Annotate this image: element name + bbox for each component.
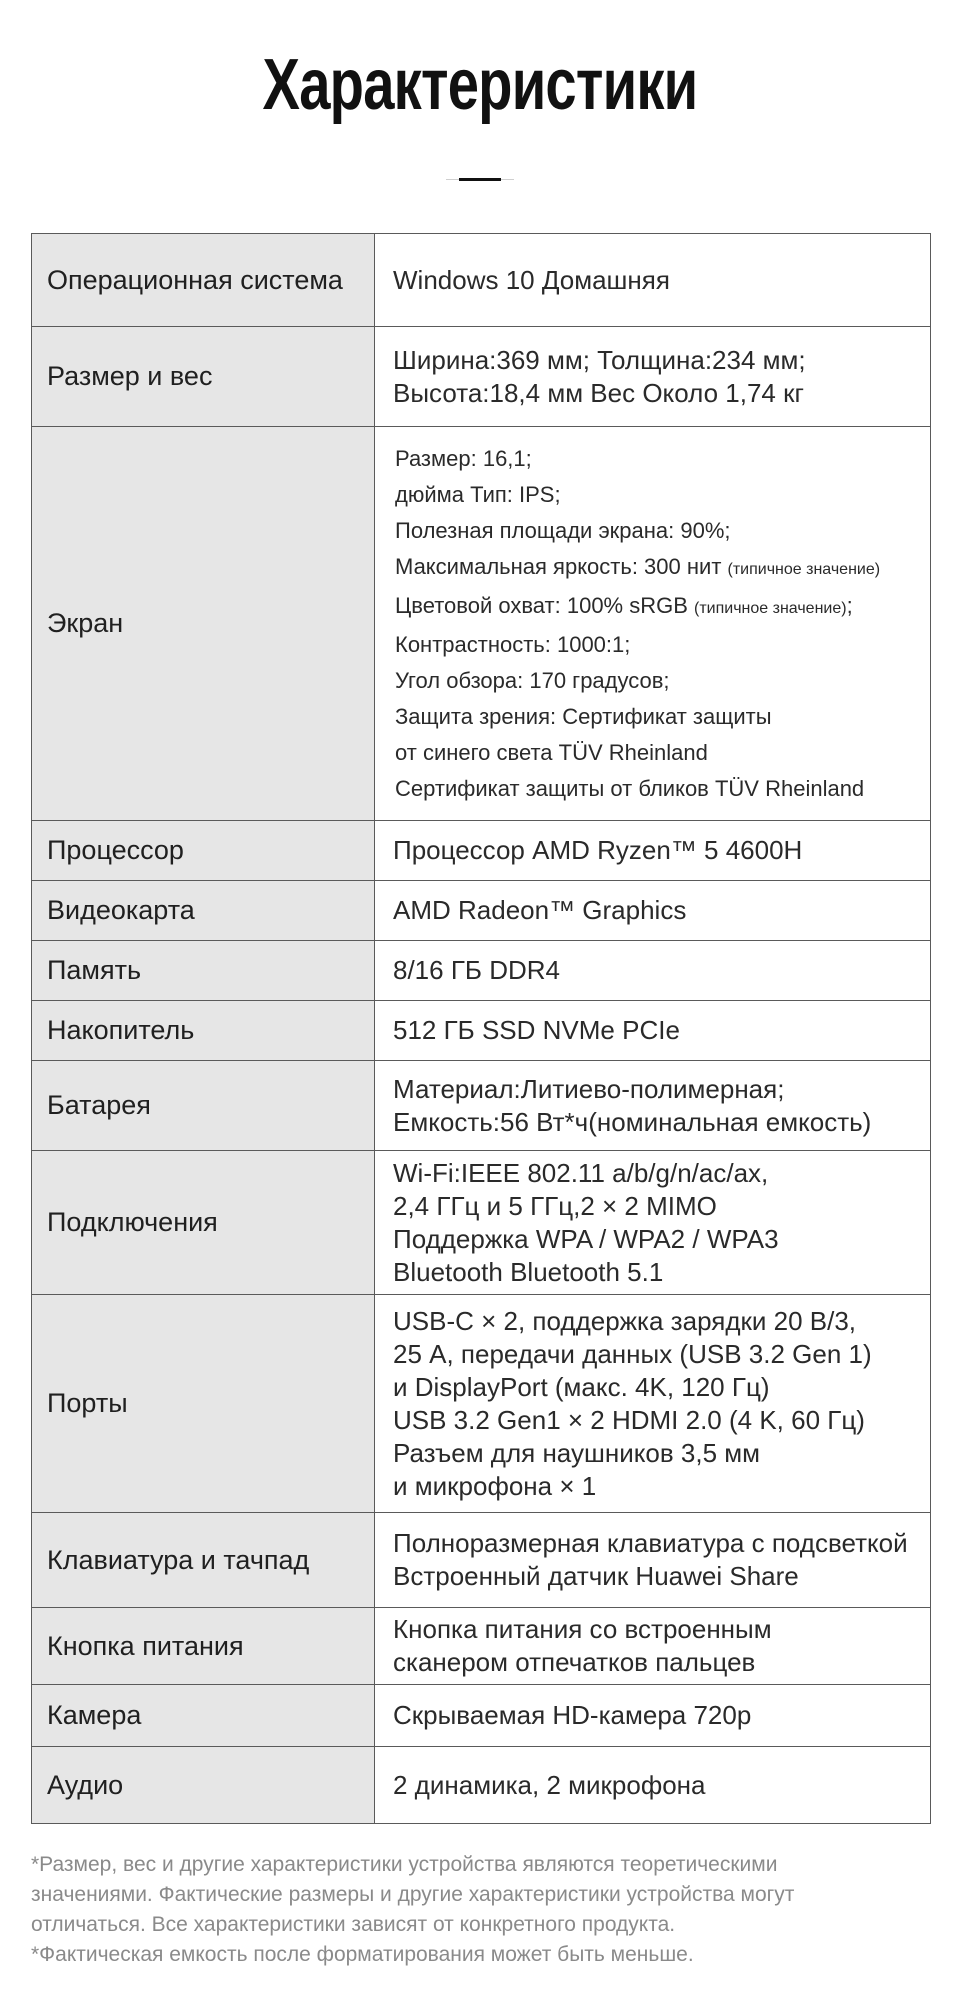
screen-line: от синего света TÜV Rheinland bbox=[395, 739, 708, 765]
spec-label: Процессор bbox=[32, 821, 375, 881]
spec-value-line: Высота:18,4 мм Вес Около 1,74 кг bbox=[393, 377, 804, 408]
footnote-line: отличаться. Все характеристики зависят от конкретного продукта. bbox=[31, 1913, 676, 1936]
screen-line: Полезная площади экрана: 90%; bbox=[395, 517, 731, 543]
spec-label: Накопитель bbox=[32, 1001, 375, 1061]
footnote-line: *Размер, вес и другие характеристики устройства являются теоретическими bbox=[31, 1853, 778, 1876]
spec-value bbox=[375, 1151, 931, 1295]
screen-note: (типичное значение) bbox=[727, 560, 881, 578]
spec-row-ports bbox=[32, 1295, 931, 1513]
screen-line: Угол обзора: 170 градусов; bbox=[395, 667, 670, 693]
spec-value-line: 2 динамика, 2 микрофона bbox=[393, 1769, 706, 1800]
spec-value bbox=[375, 1061, 931, 1151]
spec-value-line: 8/16 ГБ DDR4 bbox=[393, 955, 560, 985]
spec-value-line: Кнопка питания со встроенным bbox=[393, 1614, 772, 1644]
spec-value-line: USB-C × 2, поддержка зарядки 20 В/3, bbox=[393, 1305, 856, 1336]
screen-line: Максимальная яркость: 300 нит (типичное значение) bbox=[395, 553, 881, 579]
footnote-line: *Фактическая емкость после форматирования может быть меньше. bbox=[31, 1943, 694, 1966]
spec-value bbox=[375, 821, 931, 881]
spec-label: Кнопка питания bbox=[32, 1608, 375, 1685]
screen-line: Сертификат защиты от бликов TÜV Rheinland bbox=[395, 775, 865, 801]
spec-row-keyboard bbox=[32, 1513, 931, 1608]
spec-value bbox=[375, 1608, 931, 1685]
spec-value-line: Материал:Литиево-полимерная; bbox=[393, 1073, 785, 1104]
spec-row-gpu bbox=[32, 881, 931, 941]
spec-value-line: Ширина:369 мм; Толщина:234 мм; bbox=[393, 344, 806, 375]
screen-line: Цветовой охват: 100% sRGB (типичное значение); bbox=[395, 592, 853, 618]
spec-value-line: 512 ГБ SSD NVMe PCIe bbox=[393, 1015, 680, 1045]
spec-label: Память bbox=[32, 941, 375, 1001]
spec-row-battery bbox=[32, 1061, 931, 1151]
spec-value-line: Полноразмерная клавиатура с подсветкой bbox=[393, 1528, 908, 1558]
spec-row-screen bbox=[32, 427, 931, 821]
spec-label: Экран bbox=[32, 427, 375, 821]
spec-value-line: Емкость:56 Вт*ч(номинальная емкость) bbox=[393, 1106, 872, 1137]
spec-value bbox=[375, 327, 931, 427]
spec-value-line: сканером отпечатков пальцев bbox=[393, 1647, 756, 1677]
screen-line: дюйма Тип: IPS; bbox=[395, 481, 561, 507]
spec-row-os bbox=[32, 234, 931, 327]
spec-value-line: 2,4 ГГц и 5 ГГц,2 × 2 MIMO bbox=[393, 1190, 717, 1221]
footnote bbox=[31, 1850, 931, 1970]
spec-row-connectivity bbox=[32, 1151, 931, 1295]
spec-value-line: и DisplayPort (макс. 4K, 120 Гц) bbox=[393, 1371, 770, 1402]
spec-label: Размер и вес bbox=[32, 327, 375, 427]
spec-value bbox=[375, 427, 931, 821]
spec-value-line: 25 А, передачи данных (USB 3.2 Gen 1) bbox=[393, 1338, 872, 1369]
spec-value-line: Wi-Fi:IEEE 802.11 a/b/g/n/ac/ax, bbox=[393, 1157, 769, 1188]
page-title: Характеристики bbox=[262, 45, 698, 125]
spec-label: Клавиатура и тачпад bbox=[32, 1513, 375, 1608]
spec-value-line: и микрофона × 1 bbox=[393, 1470, 597, 1501]
spec-table bbox=[31, 233, 931, 1824]
spec-label: Операционная система bbox=[32, 234, 375, 327]
spec-row-size-weight bbox=[32, 327, 931, 427]
spec-row-storage bbox=[32, 1001, 931, 1061]
spec-value bbox=[375, 1513, 931, 1608]
spec-row-power-button bbox=[32, 1608, 931, 1685]
spec-row-camera bbox=[32, 1685, 931, 1747]
spec-label: Камера bbox=[32, 1685, 375, 1747]
spec-value-line: Скрываемая HD-камера 720р bbox=[393, 1700, 752, 1730]
screen-line: Размер: 16,1; bbox=[395, 445, 532, 471]
spec-value bbox=[375, 1001, 931, 1061]
screen-line: Контрастность: 1000:1; bbox=[395, 631, 631, 657]
spec-value-line: USB 3.2 Gen1 × 2 HDMI 2.0 (4 K, 60 Гц) bbox=[393, 1404, 865, 1435]
spec-value bbox=[375, 1747, 931, 1824]
spec-value bbox=[375, 234, 931, 327]
spec-label: Батарея bbox=[32, 1061, 375, 1151]
spec-row-processor bbox=[32, 821, 931, 881]
spec-value bbox=[375, 1685, 931, 1747]
spec-value bbox=[375, 881, 931, 941]
spec-value-line: AMD Radeon™ Graphics bbox=[393, 895, 687, 925]
spec-value-line: Поддержка WPA / WPA2 / WPA3 bbox=[393, 1223, 779, 1254]
spec-value-line: Процессор AMD Ryzen™ 5 4600H bbox=[393, 835, 803, 865]
spec-row-memory bbox=[32, 941, 931, 1001]
spec-value bbox=[375, 1295, 931, 1513]
spec-label: Видеокарта bbox=[32, 881, 375, 941]
spec-value bbox=[375, 941, 931, 1001]
title-underline bbox=[459, 178, 501, 181]
screen-note: (типичное значение) bbox=[694, 599, 847, 617]
spec-value-line: Разъем для наушников 3,5 мм bbox=[393, 1437, 760, 1468]
spec-value-line: Встроенный датчик Huawei Share bbox=[393, 1561, 799, 1591]
spec-value-line: Windows 10 Домашняя bbox=[393, 264, 670, 295]
spec-label: Подключения bbox=[32, 1151, 375, 1295]
spec-label: Порты bbox=[32, 1295, 375, 1513]
spec-label: Аудио bbox=[32, 1747, 375, 1824]
spec-value-line: Bluetooth Bluetooth 5.1 bbox=[393, 1256, 664, 1287]
footnote-line: значениями. Фактические размеры и другие характеристики устройства могут bbox=[31, 1883, 795, 1906]
screen-line: Защита зрения: Сертификат защиты bbox=[395, 703, 772, 729]
spec-row-audio bbox=[32, 1747, 931, 1824]
